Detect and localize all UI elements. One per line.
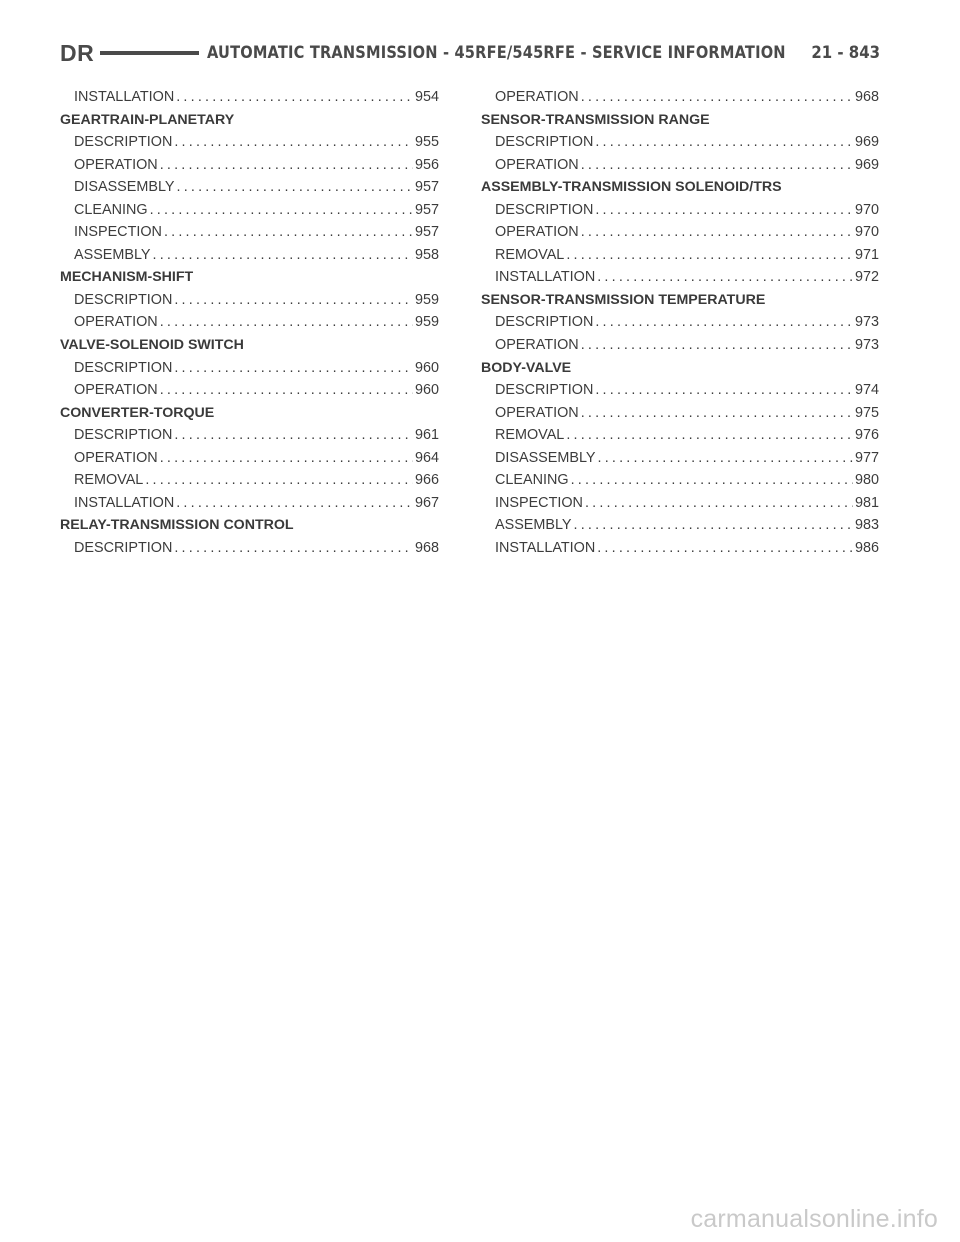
toc-entry-page: 986: [854, 539, 879, 556]
toc-entry-label: DESCRIPTION: [74, 359, 173, 376]
toc-entry-label: INSTALLATION: [495, 539, 596, 556]
toc-entry[interactable]: [60, 154, 439, 177]
toc-entry-page: 961: [414, 427, 439, 444]
toc-entry-label: CLEANING: [495, 472, 569, 489]
toc-entry-label: INSTALLATION: [74, 89, 175, 105]
toc-entry[interactable]: [481, 537, 879, 560]
toc-entry[interactable]: [60, 221, 439, 244]
toc-entry[interactable]: [481, 244, 879, 267]
toc-entry-label: OPERATION: [495, 224, 579, 241]
dot-leader: [581, 334, 853, 357]
toc-entry-page: 960: [414, 359, 439, 376]
toc-entry-page: 969: [854, 134, 879, 151]
dot-leader: [164, 221, 413, 244]
toc-entry-label: DESCRIPTION: [495, 314, 594, 331]
toc-entry-page: 980: [854, 472, 879, 489]
toc-heading: SENSOR-TRANSMISSION RANGE: [481, 111, 710, 128]
toc-entry-label: DESCRIPTION: [495, 201, 594, 218]
toc-entry[interactable]: [481, 514, 879, 537]
toc-heading: CONVERTER-TORQUE: [60, 404, 215, 421]
toc-entry[interactable]: [60, 131, 439, 154]
dot-leader: [176, 492, 413, 515]
toc-entry[interactable]: [481, 469, 879, 492]
dot-leader: [174, 357, 413, 380]
toc-entry-page: 967: [414, 494, 439, 511]
dot-leader: [153, 244, 413, 267]
toc-entry[interactable]: [60, 311, 439, 334]
dot-leader: [595, 199, 853, 222]
dot-leader: [160, 379, 413, 402]
toc-entry-label: OPERATION: [495, 404, 579, 421]
toc-entry-page: 954: [414, 89, 439, 105]
toc-entry[interactable]: [481, 199, 879, 222]
toc-entry[interactable]: [481, 311, 879, 334]
toc-entry-page: 960: [414, 382, 439, 399]
dot-leader: [581, 221, 853, 244]
toc-column-right: [481, 86, 879, 559]
toc-entry[interactable]: [481, 266, 879, 289]
toc-entry-label: OPERATION: [74, 449, 158, 466]
toc-entry[interactable]: [60, 537, 439, 560]
toc-entry[interactable]: [481, 447, 879, 470]
toc-entry-page: 968: [854, 89, 879, 105]
toc-entry[interactable]: [481, 154, 879, 177]
dot-leader: [174, 424, 413, 447]
toc-entry-page: 970: [854, 201, 879, 218]
toc-entry-page: 977: [854, 449, 879, 466]
toc-entry-page: 957: [414, 201, 439, 218]
dot-leader: [150, 199, 413, 222]
toc-entry-label: REMOVAL: [495, 246, 565, 263]
toc-entry-page: 973: [854, 314, 879, 331]
toc-entry-label: DESCRIPTION: [74, 134, 173, 151]
toc-entry-page: 968: [414, 539, 439, 556]
toc-entry-label: REMOVAL: [495, 427, 565, 444]
toc-entry-label: DISASSEMBLY: [74, 179, 175, 196]
dot-leader: [571, 469, 853, 492]
dot-leader: [174, 131, 413, 154]
dot-leader: [585, 492, 853, 515]
dot-leader: [177, 176, 413, 199]
toc-entry-page: 983: [854, 517, 879, 534]
toc-entry-page: 957: [414, 224, 439, 241]
page-number: 21 - 843: [811, 43, 880, 63]
toc-entry[interactable]: [60, 86, 439, 109]
toc-entry[interactable]: [481, 86, 879, 109]
dot-leader: [176, 86, 413, 109]
toc-heading: VALVE-SOLENOID SWITCH: [60, 337, 244, 354]
toc-entry-label: DESCRIPTION: [74, 291, 173, 308]
toc-entry-page: 971: [854, 246, 879, 263]
toc-entry-label: OPERATION: [74, 382, 158, 399]
dot-leader: [595, 379, 853, 402]
dot-leader: [598, 447, 853, 470]
dot-leader: [566, 424, 853, 447]
toc-entry-page: 956: [414, 156, 439, 173]
toc-entry-label: ASSEMBLY: [74, 246, 151, 263]
toc-entry[interactable]: [60, 199, 439, 222]
dot-leader: [595, 311, 853, 334]
toc-entry[interactable]: [60, 447, 439, 470]
toc-entry[interactable]: [481, 379, 879, 402]
toc-entry-page: 964: [414, 449, 439, 466]
toc-entry[interactable]: [60, 469, 439, 492]
dot-leader: [174, 289, 413, 312]
toc-heading: RELAY-TRANSMISSION CONTROL: [60, 517, 294, 534]
toc-entry-label: DISASSEMBLY: [495, 449, 596, 466]
toc-entry-label: REMOVAL: [74, 472, 144, 489]
toc-entry-label: INSTALLATION: [495, 269, 596, 286]
dot-leader: [581, 402, 853, 425]
toc-entry[interactable]: [60, 492, 439, 515]
toc-entry[interactable]: [60, 379, 439, 402]
toc-heading: MECHANISM-SHIFT: [60, 269, 194, 286]
toc-entry-label: INSPECTION: [495, 494, 583, 511]
toc-entry[interactable]: [481, 221, 879, 244]
toc-entry-page: 975: [854, 404, 879, 421]
toc-entry-label: OPERATION: [74, 156, 158, 173]
toc-heading: ASSEMBLY-TRANSMISSION SOLENOID/TRS: [481, 179, 782, 196]
toc-entry-label: DESCRIPTION: [495, 134, 594, 151]
toc-entry[interactable]: [60, 244, 439, 267]
toc-entry-page: 958: [414, 246, 439, 263]
toc-entry-label: INSPECTION: [74, 224, 162, 241]
toc-column-left: [60, 86, 439, 559]
toc-entry-label: ASSEMBLY: [495, 517, 572, 534]
toc-entry[interactable]: [481, 131, 879, 154]
toc-entry-page: 981: [854, 494, 879, 511]
toc-entry-label: INSTALLATION: [74, 494, 175, 511]
toc-entry-page: 973: [854, 337, 879, 354]
dot-leader: [597, 266, 853, 289]
toc-entry-page: 974: [854, 382, 879, 399]
dot-leader: [597, 537, 853, 560]
dot-leader: [160, 447, 413, 470]
toc-entry-label: OPERATION: [74, 314, 158, 331]
toc-heading: SENSOR-TRANSMISSION TEMPERATURE: [481, 291, 766, 308]
toc-entry-label: OPERATION: [495, 337, 579, 354]
dot-leader: [581, 154, 853, 177]
toc-heading: BODY-VALVE: [481, 359, 572, 376]
section-title: AUTOMATIC TRANSMISSION - 45RFE/545RFE - SERVICE INFORMATION: [207, 43, 786, 63]
model-code: DR: [60, 39, 95, 66]
toc-entry-page: 972: [854, 269, 879, 286]
dot-leader: [581, 86, 853, 109]
toc-entry-page: 966: [414, 472, 439, 489]
page-header: [60, 38, 880, 68]
toc-entry[interactable]: [60, 357, 439, 380]
toc-entry-label: DESCRIPTION: [74, 539, 173, 556]
toc-entry-label: DESCRIPTION: [495, 382, 594, 399]
toc-entry[interactable]: [481, 424, 879, 447]
toc-entry-label: CLEANING: [74, 201, 148, 218]
dot-leader: [160, 154, 413, 177]
toc-entry[interactable]: [60, 289, 439, 312]
toc-entry[interactable]: [60, 424, 439, 447]
header-rule: [100, 51, 199, 55]
dot-leader: [595, 131, 853, 154]
toc-entry[interactable]: [481, 334, 879, 357]
dot-leader: [574, 514, 853, 537]
toc-entry-page: 955: [414, 134, 439, 151]
toc-entry[interactable]: [481, 402, 879, 425]
toc-entry-page: 957: [414, 179, 439, 196]
dot-leader: [160, 311, 413, 334]
dot-leader: [174, 537, 413, 560]
toc-heading: GEARTRAIN-PLANETARY: [60, 111, 235, 128]
watermark: carmanualsonline.info: [690, 1205, 938, 1233]
toc-entry-label: OPERATION: [495, 89, 579, 105]
toc-entry-page: 970: [854, 224, 879, 241]
toc-entry-page: 969: [854, 156, 879, 173]
toc-entry-label: OPERATION: [495, 156, 579, 173]
toc-entry[interactable]: [60, 176, 439, 199]
toc-entry-page: 976: [854, 427, 879, 444]
toc-entry-label: DESCRIPTION: [74, 427, 173, 444]
dot-leader: [145, 469, 413, 492]
toc-entry[interactable]: [481, 492, 879, 515]
toc-entry-page: 959: [414, 314, 439, 331]
dot-leader: [566, 244, 853, 267]
toc-entry-page: 959: [414, 291, 439, 308]
